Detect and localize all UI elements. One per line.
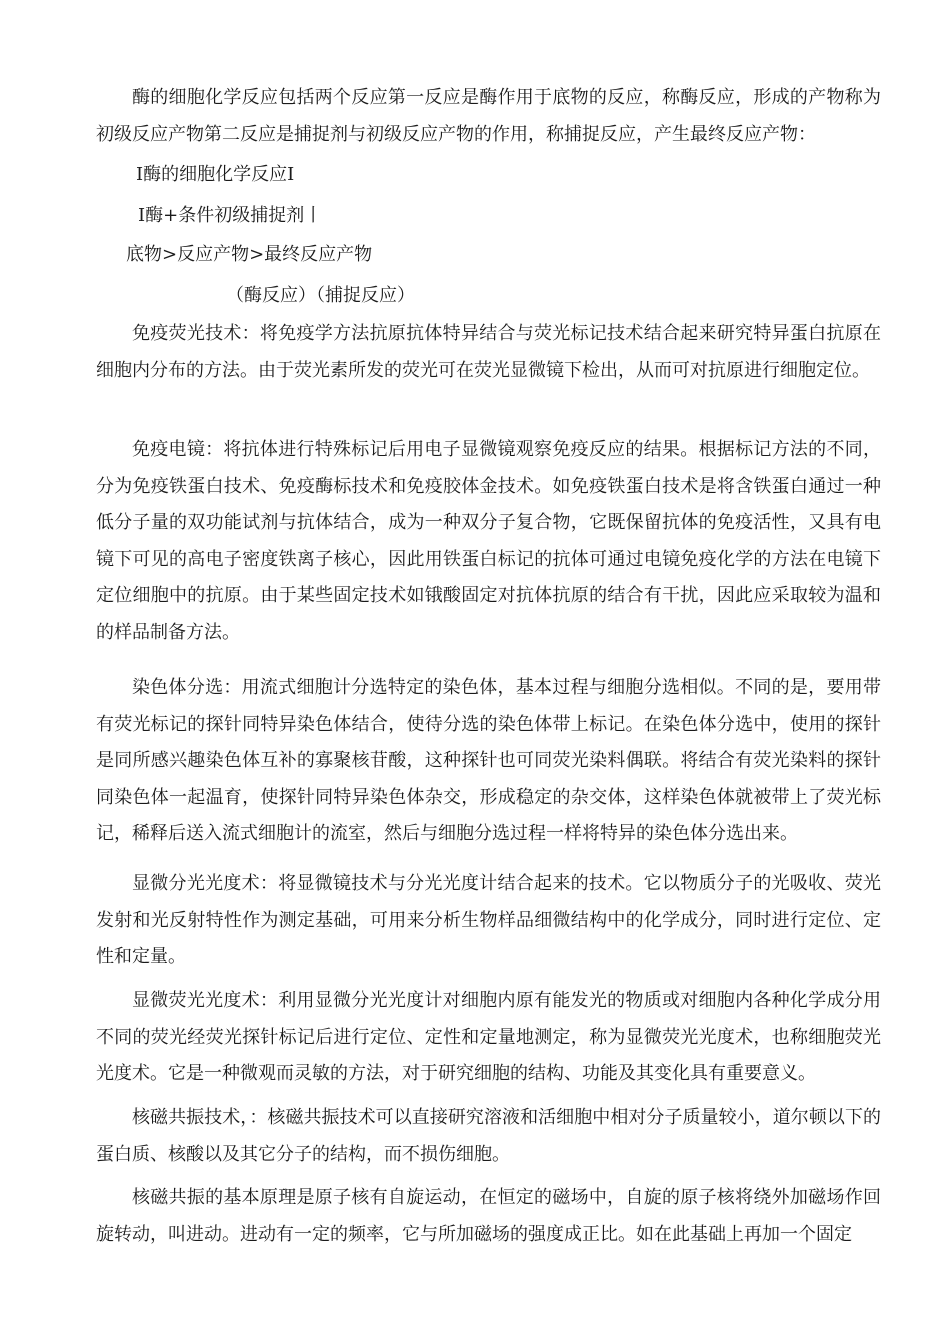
paragraph-nmr-principle: 核磁共振的基本原理是原子核有自旋运动，在恒定的磁场中，自旋的原子核将绕外加磁场作回旋转动，叫进动。进动有一定的频率，它与所加磁场的强度成正比。如在此基础上再加一个固定 bbox=[96, 1187, 881, 1245]
formula-line-3: 底物>反应产物>最终反应产物 bbox=[126, 244, 373, 265]
formula-line-4: （酶反应）（捕捉反应） bbox=[226, 285, 415, 306]
paragraph-microspectrophotometry: 显微分光光度术：将显微镜技术与分光光度计结合起来的技术。它以物质分子的光吸收、荧光发射和光反射特性作为测定基础，可用来分析生物样品细微结构中的化学成分，同时进行定位、定性和定量。 bbox=[96, 873, 881, 967]
paragraph-chromosome-sorting: 染色体分选：用流式细胞计分选特定的染色体，基本过程与细胞分选相似。不同的是，要用带有荧光标记的探针同特异染色体结合，使待分选的染色体带上标记。在染色体分选中，使用的探针是同所感兴趣染色体互补的寡聚核苷酸，这种探针也可同荧光染料偶联。将结合有荧光染料的探针同染色体一起温育，使探针同特异染色体杂交，形成稳定的杂交体，这样染色体就被带上了荧光标记，稀释后送入流式细胞计的流室，然后与细胞分选过程一样将特异的染色体分选出来。 bbox=[96, 677, 881, 844]
formula-line-2: Ⅰ酶+条件初级捕捉剂丨 bbox=[138, 205, 323, 226]
paragraph-microfluorometry: 显微荧光光度术：利用显微分光光度计对细胞内原有能发光的物质或对细胞内各种化学成分用不同的荧光经荧光探针标记后进行定位、定性和定量地测定，称为显微荧光光度术，也称细胞荧光光度术。它是一种微观而灵敏的方法，对于研究细胞的结构、功能及其变化具有重要意义。 bbox=[96, 990, 881, 1084]
paragraph-enzyme-reaction: 酶的细胞化学反应包括两个反应第一反应是酶作用于底物的反应，称酶反应，形成的产物称为初级反应产物第二反应是捕捉剂与初级反应产物的作用，称捕捉反应，产生最终反应产物： bbox=[96, 87, 881, 145]
paragraph-immunofluorescence: 免疫荧光技术：将免疫学方法抗原抗体特异结合与荧光标记技术结合起来研究特异蛋白抗原在细胞内分布的方法。由于荧光素所发的荧光可在荧光显微镜下检出，从而可对抗原进行细胞定位。 bbox=[96, 323, 881, 381]
paragraph-nmr-technique: 核磁共振技术，：核磁共振技术可以直接研究溶液和活细胞中相对分子质量较小，道尔顿以下的蛋白质、核酸以及其它分子的结构，而不损伤细胞。 bbox=[96, 1107, 881, 1165]
paragraph-immuno-em: 免疫电镜：将抗体进行特殊标记后用电子显微镜观察免疫反应的结果。根据标记方法的不同，分为免疫铁蛋白技术、免疫酶标技术和免疫胶体金技术。如免疫铁蛋白技术是将含铁蛋白通过一种低分子量的双功能试剂与抗体结合，成为一种双分子复合物，它既保留抗体的免疫活性，又具有电镜下可见的高电子密度铁离子核心，因此用铁蛋白标记的抗体可通过电镜免疫化学的方法在电镜下定位细胞中的抗原。由于某些固定技术如锇酸固定对抗体抗原的结合有干扰，因此应采取较为温和的样品制备方法。 bbox=[96, 439, 881, 643]
formula-line-1: Ⅰ酶的细胞化学反应Ⅰ bbox=[136, 164, 295, 185]
